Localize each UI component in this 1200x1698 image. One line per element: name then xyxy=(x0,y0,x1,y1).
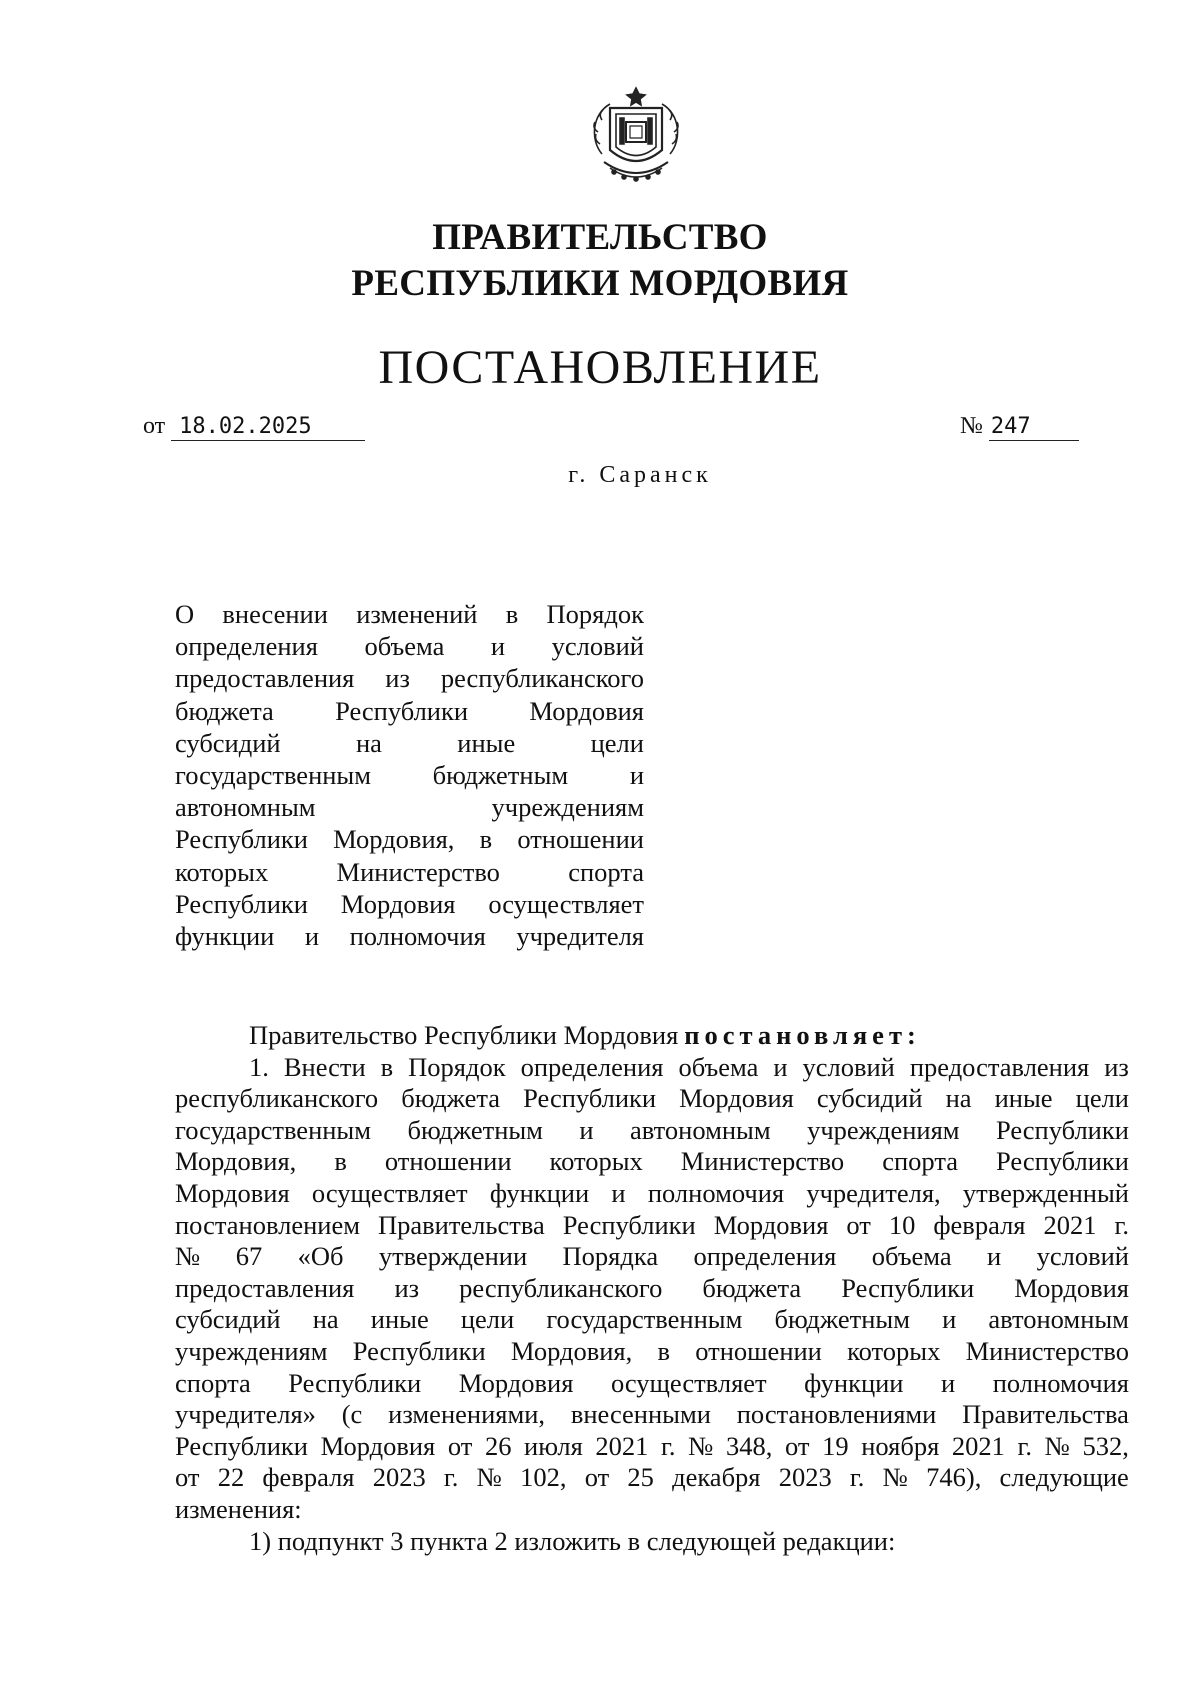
subject-word: изменений xyxy=(356,599,478,629)
date-row xyxy=(143,413,365,441)
body-line: субсидий на иные цели государственным бюджетным и автономным xyxy=(175,1304,1129,1335)
subject-word: О xyxy=(175,599,195,629)
subject-word: из xyxy=(385,663,410,694)
document-type-title: ПОСТАНОВЛЕНИЕ xyxy=(378,341,822,394)
government-title-line1: ПРАВИТЕЛЬСТВО xyxy=(432,217,768,258)
subject-line xyxy=(175,759,644,791)
subject-line xyxy=(175,695,644,727)
subject-word: учреждениям xyxy=(491,792,644,823)
subject-line xyxy=(175,791,644,823)
intro-emphasis: постановляет: xyxy=(684,1020,921,1050)
subject-line xyxy=(175,856,644,888)
city-name: г. Саранск xyxy=(568,462,712,488)
subject-word: бюджета xyxy=(175,695,274,726)
document-subject xyxy=(175,598,644,952)
date-prefix: от xyxy=(143,413,166,439)
subject-line xyxy=(175,823,644,855)
number-row xyxy=(960,413,1079,441)
subject-word: и xyxy=(629,760,644,791)
subject-word: учредителя xyxy=(516,921,644,952)
date-value: 18.02.2025 xyxy=(171,414,365,441)
subject-word: которых xyxy=(175,856,269,887)
number-prefix: № xyxy=(960,413,983,439)
body-line: учреждениям Республики Мордовия, в отношении которых Министерство xyxy=(175,1335,1129,1366)
subject-word: Республики xyxy=(335,695,469,726)
subject-word: предоставления xyxy=(175,663,355,694)
subject-word: на xyxy=(355,727,382,758)
subject-line xyxy=(175,920,644,952)
subject-word: отношении xyxy=(517,824,644,855)
subject-word: функции xyxy=(175,921,275,952)
subject-word: иные xyxy=(457,727,516,758)
coat-of-arms-emblem xyxy=(580,84,692,196)
subject-word: в xyxy=(479,824,493,855)
body-line: № 67 «Об утверждении Порядка определения объема и условий xyxy=(175,1241,1129,1272)
body-line: 1. Внести в Порядок определения объема и условий предоставления из xyxy=(249,1051,1129,1082)
subject-word: Мордовия xyxy=(529,695,644,726)
body-line: Республики Мордовия от 26 июля 2021 г. № 348, от 19 ноября 2021 г. № 532, xyxy=(175,1430,1129,1461)
subject-line xyxy=(175,662,644,694)
government-title-line2: РЕСПУБЛИКИ МОРДОВИЯ xyxy=(351,263,849,304)
body-line: изменения: xyxy=(175,1493,302,1524)
subject-word: и xyxy=(304,921,320,952)
subject-word: республиканского xyxy=(440,663,644,694)
body-line: постановлением Правительства Республики Мордовия от 10 февраля 2021 г. xyxy=(175,1209,1129,1240)
subject-line xyxy=(175,630,644,662)
subject-word: автономным xyxy=(175,792,316,823)
body-line: республиканского бюджета Республики Мордовия субсидий на иные цели xyxy=(175,1083,1129,1114)
subject-word: государственным xyxy=(175,760,372,791)
subject-line xyxy=(175,888,644,920)
subject-word: Порядок xyxy=(546,599,644,629)
subject-line xyxy=(175,727,644,759)
body-line: спорта Республики Мордовия осуществляет функции и полномочия xyxy=(175,1367,1129,1398)
subject-word: внесении xyxy=(222,599,328,629)
subject-word: и xyxy=(490,631,506,662)
subject-word: полномочия xyxy=(349,921,486,952)
body-line: учредителя» (с изменениями, внесенными постановлениями Правительства xyxy=(175,1399,1129,1430)
body-line: Мордовия осуществляет функции и полномочия учредителя, утвержденный xyxy=(175,1177,1129,1208)
sub-item: 1) подпункт 3 пункта 2 изложить в следующей редакции: xyxy=(249,1525,896,1556)
subject-word: определения xyxy=(175,631,318,662)
subject-word: спорта xyxy=(568,856,644,887)
subject-word: Министерство xyxy=(336,856,500,887)
subject-word: в xyxy=(505,599,519,629)
subject-word: цели xyxy=(590,727,644,758)
subject-line xyxy=(175,598,644,630)
body-line: Мордовия, в отношении которых Министерство спорта Республики xyxy=(175,1146,1129,1177)
intro-text: Правительство Республики Мордовия xyxy=(249,1020,679,1050)
subject-word: Мордовия xyxy=(340,888,456,919)
subject-word: осуществляет xyxy=(488,888,644,919)
subject-word: Мордовия, xyxy=(333,824,455,855)
subject-word: объема xyxy=(364,631,445,662)
body-intro xyxy=(175,1020,1129,1052)
document-body xyxy=(175,1020,1129,1557)
subject-word: Республики xyxy=(175,888,308,919)
subject-word: условий xyxy=(551,631,644,662)
subject-word: Республики xyxy=(175,824,308,855)
subject-word: субсидий xyxy=(175,727,281,758)
body-line: государственным бюджетным и автономным учреждениям Республики xyxy=(175,1114,1129,1145)
subject-word: бюджетным xyxy=(432,760,569,791)
body-line: от 22 февраля 2023 г. № 102, от 25 декабря 2023 г. № 746), следующие xyxy=(175,1462,1129,1493)
body-paragraph xyxy=(175,1052,1129,1526)
body-line: предоставления из республиканского бюджета Республики Мордовия xyxy=(175,1272,1129,1303)
document-number: 247 xyxy=(989,414,1079,441)
